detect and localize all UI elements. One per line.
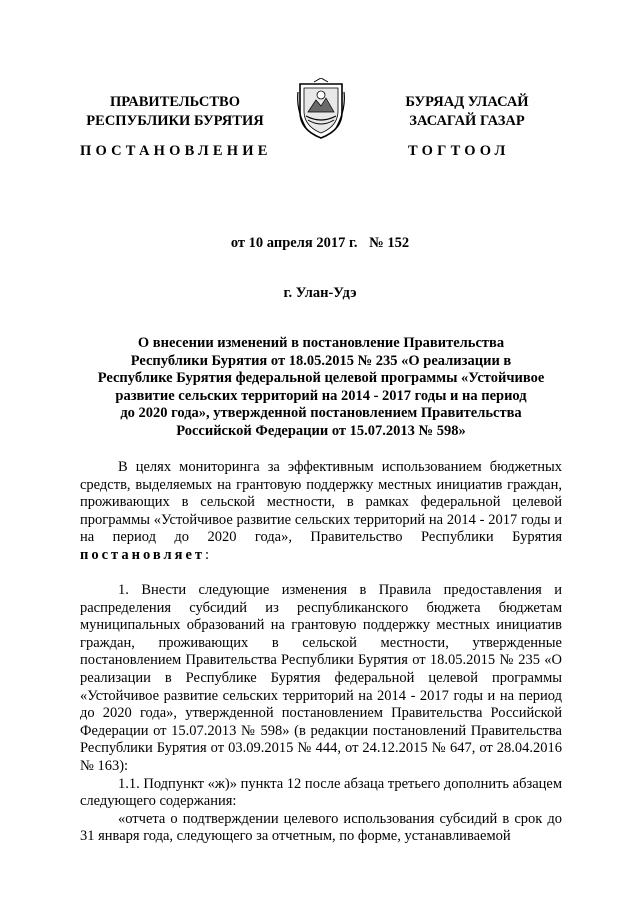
item-1-paragraph: 1. Внести следующие изменения в Правила предоставления и распределения субсидий из республиканского бюджета бюджетам муниципальных образований на грантовую поддержку местных инициатив граждан, проживающих в сельской местности, утвержденные постановлением Правительства Республики Бурятия от 18.05.2015 № 235 «О реализации в Республике Бурятия федеральной целевой программы «Устойчивое развитие сельских территорий на 2014 - 2017 годы и на период до 2020 года», утвержденной постановлением Правительства Российской Федерации от 15.07.2013 № 598» (в редакции постановлений Правительства Республики Бурятия от 03.09.2015 № 444, от 24.12.2015 № 647, от 28.04.2016 № 163): — [80, 582, 562, 774]
title-line-1: О внесении изменений в постановление Правительства — [137, 335, 505, 351]
preamble-section — [80, 459, 562, 565]
decree-colon: : — [205, 546, 210, 563]
coat-of-arms-icon — [296, 78, 346, 140]
issuer-line-1: ПРАВИТЕЛЬСТВО — [110, 94, 240, 110]
issuer-line-2-buryat: ЗАСАГАЙ ГАЗАР — [409, 113, 525, 129]
quote-paragraph: «отчета о подтверждении целевого использования субсидий в срок до 31 января года, следующего за отчетным, по форме, устанавливаемой — [80, 810, 562, 845]
preamble-text: В целях мониторинга за эффективным использованием бюджетных средств, выделяемых на грантовую поддержку местных инициатив граждан, проживающих в сельской местности, в рамках федеральной целевой программы «Устойчивое развитие сельских территорий на 2014 - 2017 годы и на период до 2020 года», Правительство Республики Бурятия — [80, 459, 562, 546]
document-date-number — [0, 235, 640, 252]
title-line-3: Республике Бурятия федеральной целевой программы «Устойчивое — [97, 370, 545, 387]
document-number: № 152 — [369, 235, 410, 251]
decree-word: постановляет — [80, 546, 206, 563]
item-1-1-paragraph: 1.1. Подпункт «ж)» пункта 12 после абзаца третьего дополнить абзацем следующего содержания: — [80, 775, 563, 810]
title-line-6: Российской Федерации от 15.07.2013 № 598» — [176, 422, 466, 439]
document-type-buryat: ТОГТООЛ — [408, 143, 510, 159]
title-line-5: до 2020 года», утвержденной постановлением Правительства — [120, 405, 522, 422]
title-line-4: развитие сельских территорий на 2014 - 2017 годы и на период — [115, 387, 527, 404]
document-type-russian: ПОСТАНОВЛЕНИЕ — [80, 143, 272, 159]
document-title — [80, 335, 562, 441]
preamble-paragraph — [80, 459, 562, 565]
issuer-line-1-buryat: БУРЯАД УЛАСАЙ — [405, 94, 529, 110]
title-line-2: Республики Бурятия от 18.05.2015 № 235 «О реализации в — [130, 352, 512, 369]
document-city: г. Улан-Удэ — [283, 285, 357, 301]
issuer-line-2: РЕСПУБЛИКИ БУРЯТИЯ — [86, 113, 264, 129]
items-section — [80, 582, 562, 846]
issuer-name-russian — [80, 93, 270, 131]
issuer-name-buryat — [372, 93, 562, 131]
document-date: от 10 апреля 2017 г. — [230, 235, 358, 251]
